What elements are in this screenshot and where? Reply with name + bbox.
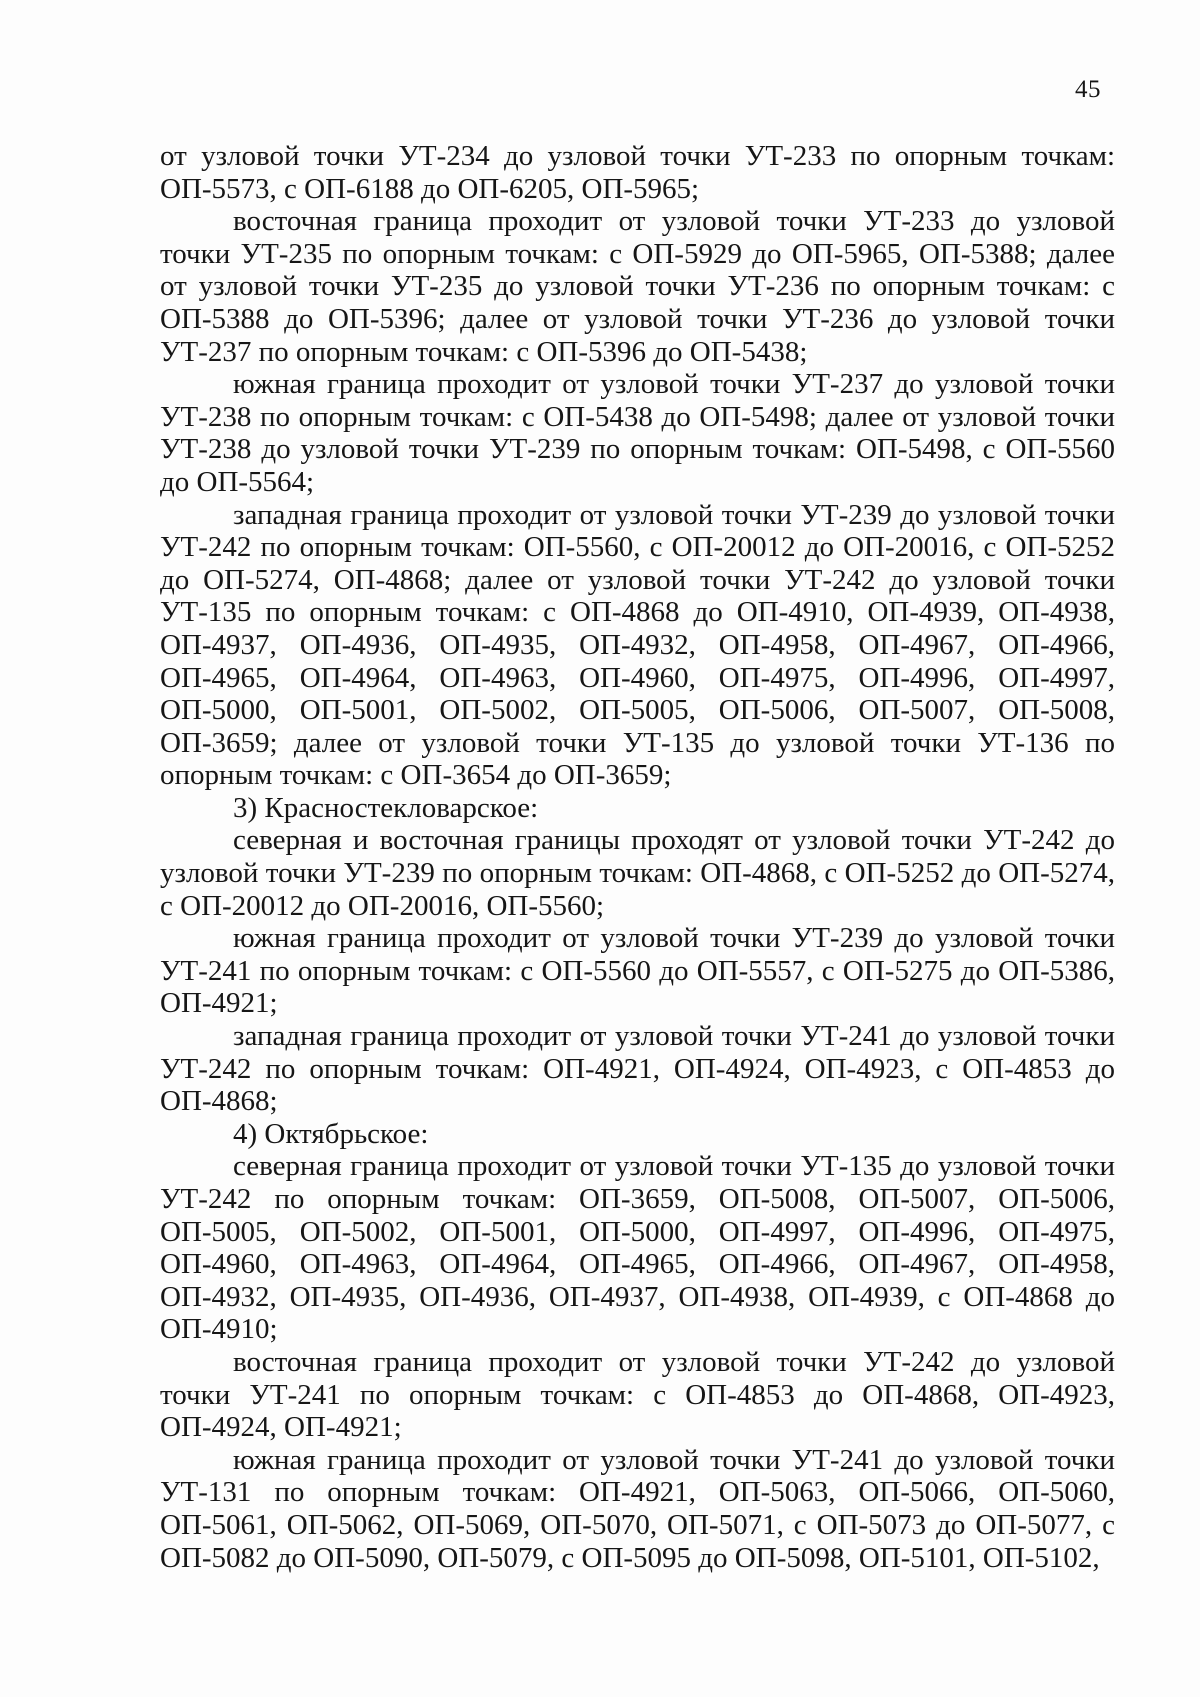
document-body <box>160 140 1115 1574</box>
paragraph-west-boundary: западная граница проходит от узловой точки УТ-241 до узловой точки УТ-242 по опорным точкам: ОП-4921, ОП-4924, ОП-4923, с ОП-4853 до ОП-4868; <box>160 1020 1115 1118</box>
paragraph-south-boundary: южная граница проходит от узловой точки УТ-241 до узловой точки УТ-131 по опорным точкам: ОП-4921, ОП-5063, ОП-5066, ОП-5060, ОП-5061, ОП-5062, ОП-5069, ОП-5070, ОП-5071, с ОП-5073 до ОП-5077, с ОП-5082 до ОП-5090, ОП-5079, с ОП-5095 до ОП-5098, ОП-5101, ОП-5102, <box>160 1443 1115 1574</box>
section-heading-oktyabrskoe: 4) Октябрьское: <box>233 1117 429 1150</box>
paragraph-continuation: от узловой точки УТ-234 до узловой точки УТ-233 по опорным точкам: ОП-5573, с ОП-6188 до ОП-6205, ОП-5965; <box>160 140 1115 205</box>
paragraph-south-boundary: южная граница проходит от узловой точки УТ-237 до узловой точки УТ-238 по опорным точкам: с ОП-5438 до ОП-5498; далее от узловой точки УТ-238 до узловой точки УТ-239 по опорным точкам: ОП-5498, с ОП-5560 до ОП-5564; <box>160 368 1115 498</box>
page-number: 45 <box>1075 76 1101 103</box>
paragraph-north-boundary: северная граница проходит от узловой точки УТ-135 до узловой точки УТ-242 по опорным точкам: ОП-3659, ОП-5008, ОП-5007, ОП-5006, ОП-5005, ОП-5002, ОП-5001, ОП-5000, ОП-4997, ОП-4996, ОП-4975, ОП-4960, ОП-4963, ОП-4964, ОП-4965, ОП-4966, ОП-4967, ОП-4958, ОП-4932, ОП-4935, ОП-4936, ОП-4937, ОП-4938, ОП-4939, с ОП-4868 до ОП-4910; <box>160 1150 1115 1346</box>
section-heading-krasnosteklovarskoe: 3) Красностекловарское: <box>233 791 539 824</box>
paragraph-west-boundary: западная граница проходит от узловой точки УТ-239 до узловой точки УТ-242 по опорным точкам: ОП-5560, с ОП-20012 до ОП-20016, с ОП-5252 до ОП-5274, ОП-4868; далее от узловой точки УТ-242 до узловой точки УТ-135 по опорным точкам: с ОП-4868 до ОП-4910, ОП-4939, ОП-4938, ОП-4937, ОП-4936, ОП-4935, ОП-4932, ОП-4958, ОП-4967, ОП-4966, ОП-4965, ОП-4964, ОП-4963, ОП-4960, ОП-4975, ОП-4996, ОП-4997, ОП-5000, ОП-5001, ОП-5002, ОП-5005, ОП-5006, ОП-5007, ОП-5008, ОП-3659; далее от узловой точки УТ-135 до узловой точки УТ-136 по опорным точкам: с ОП-3654 до ОП-3659; <box>160 498 1115 792</box>
paragraph-north-east-boundary: северная и восточная границы проходят от узловой точки УТ-242 до узловой точки УТ-239 по опорным точкам: ОП-4868, с ОП-5252 до ОП-5274, с ОП-20012 до ОП-20016, ОП-5560; <box>160 824 1115 922</box>
paragraph-east-boundary: восточная граница проходит от узловой точки УТ-233 до узловой точки УТ-235 по опорным точкам: с ОП-5929 до ОП-5965, ОП-5388; далее от узловой точки УТ-235 до узловой точки УТ-236 по опорным точкам: с ОП-5388 до ОП-5396; далее от узловой точки УТ-236 до узловой точки УТ-237 по опорным точкам: с ОП-5396 до ОП-5438; <box>160 205 1115 368</box>
paragraph-east-boundary: восточная граница проходит от узловой точки УТ-242 до узловой точки УТ-241 по опорным точкам: с ОП-4853 до ОП-4868, ОП-4923, ОП-4924, ОП-4921; <box>160 1345 1115 1444</box>
paragraph-south-boundary: южная граница проходит от узловой точки УТ-239 до узловой точки УТ-241 по опорным точкам: с ОП-5560 до ОП-5557, с ОП-5275 до ОП-5386, ОП-4921; <box>160 922 1115 1020</box>
